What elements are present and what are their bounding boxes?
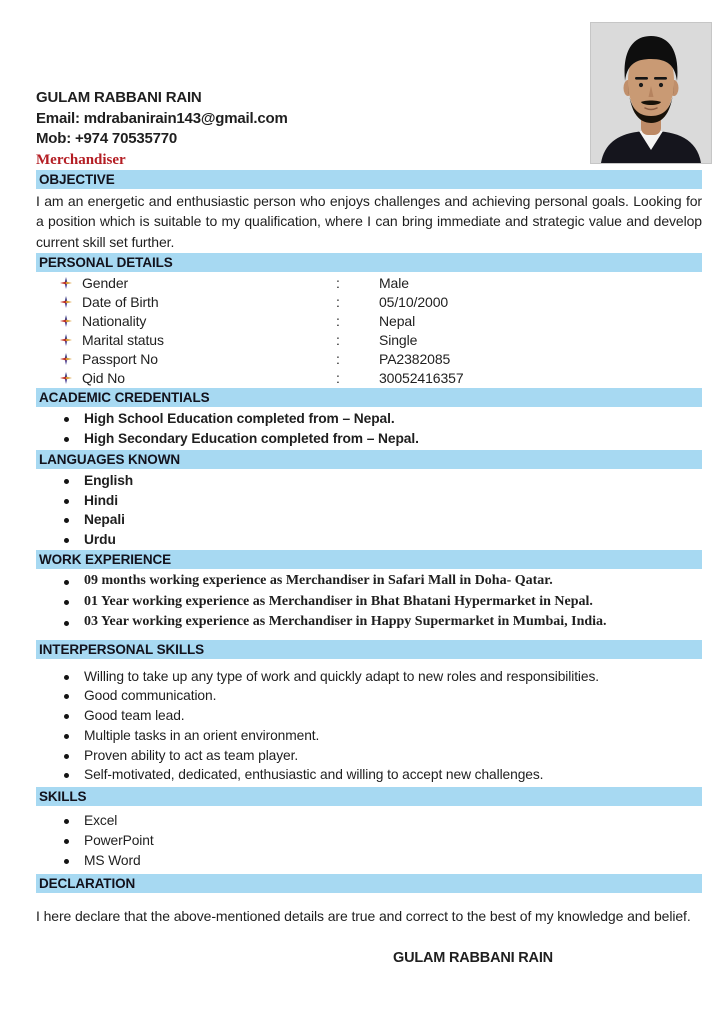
list-item-text: English bbox=[84, 473, 134, 489]
list-item bbox=[36, 471, 702, 491]
dot-bullet-icon bbox=[64, 714, 69, 719]
dot-bullet-icon bbox=[64, 819, 69, 824]
star-bullet-icon bbox=[60, 276, 73, 289]
star-bullet-icon bbox=[60, 352, 73, 365]
section-header-interpersonal-skills: INTERPERSONAL SKILLS bbox=[36, 640, 702, 659]
list-item-text: High School Education completed from – Nepal. bbox=[84, 411, 395, 427]
list-item-text: Proven ability to act as team player. bbox=[84, 747, 299, 763]
detail-colon: : bbox=[336, 274, 340, 291]
personal-detail-row bbox=[36, 273, 702, 292]
list-item bbox=[36, 765, 702, 785]
list-item-text: 03 Year working experience as Merchandiser in Happy Supermarket in Mumbai, India. bbox=[84, 614, 607, 630]
detail-value: PA2382085 bbox=[379, 350, 451, 367]
personal-detail-row bbox=[36, 292, 702, 311]
job-title: Merchandiser bbox=[36, 151, 126, 168]
objective-text: I am an energetic and enthusiastic person who enjoys challenges and achieving personal goals. Looking for a position which is suitable to my qualification, where I can bring immediate and strategic value and develop current skill set further. bbox=[36, 193, 702, 250]
dot-bullet-icon bbox=[64, 694, 69, 699]
interpersonal-skills-list bbox=[36, 667, 702, 785]
list-item bbox=[36, 831, 702, 851]
dot-bullet-icon bbox=[64, 417, 69, 422]
personal-detail-row bbox=[36, 330, 702, 349]
languages-list bbox=[36, 471, 702, 549]
star-bullet-icon bbox=[60, 371, 73, 384]
dot-bullet-icon bbox=[64, 621, 69, 626]
list-item bbox=[36, 592, 702, 613]
declaration-text: I here declare that the above-mentioned details are true and correct to the best of my knowledge and belief. bbox=[36, 907, 691, 924]
detail-label: Qid No bbox=[82, 369, 125, 386]
list-item bbox=[36, 811, 702, 831]
dot-bullet-icon bbox=[64, 773, 69, 778]
list-item-text: Good team lead. bbox=[84, 708, 185, 724]
star-bullet-icon bbox=[60, 295, 73, 308]
dot-bullet-icon bbox=[64, 437, 69, 442]
list-item-text: Hindi bbox=[84, 492, 118, 508]
list-item bbox=[36, 409, 702, 429]
dot-bullet-icon bbox=[64, 859, 69, 864]
list-item-text: MS Word bbox=[84, 852, 141, 868]
dot-bullet-icon bbox=[64, 675, 69, 680]
detail-label: Nationality bbox=[82, 312, 147, 329]
work-experience-list bbox=[36, 571, 702, 633]
section-header-academic-credentials: ACADEMIC CREDENTIALS bbox=[36, 388, 702, 407]
list-item bbox=[36, 746, 702, 766]
list-item-text: Urdu bbox=[84, 531, 116, 547]
list-item-text: Nepali bbox=[84, 512, 125, 528]
list-item bbox=[36, 851, 702, 871]
section-header-skills: SKILLS bbox=[36, 787, 702, 806]
detail-label: Gender bbox=[82, 274, 129, 291]
list-item bbox=[36, 571, 702, 592]
section-header-objective: OBJECTIVE bbox=[36, 170, 702, 189]
personal-detail-row bbox=[36, 349, 702, 368]
list-item bbox=[36, 510, 702, 530]
detail-value: Single bbox=[379, 331, 418, 348]
list-item bbox=[36, 706, 702, 726]
section-header-declaration: DECLARATION bbox=[36, 874, 702, 893]
skills-list bbox=[36, 811, 702, 871]
detail-value: Nepal bbox=[379, 312, 416, 329]
list-item bbox=[36, 726, 702, 746]
list-item-text: Multiple tasks in an orient environment. bbox=[84, 727, 320, 743]
list-item-text: High Secondary Education completed from – Nepal. bbox=[84, 431, 419, 447]
portrait-photo-illustration bbox=[591, 23, 711, 163]
email-line: Email: mdrabanirain143@gmail.com bbox=[36, 109, 288, 127]
dot-bullet-icon bbox=[64, 754, 69, 759]
list-item bbox=[36, 491, 702, 511]
list-item bbox=[36, 612, 702, 633]
list-item bbox=[36, 429, 702, 449]
dot-bullet-icon bbox=[64, 839, 69, 844]
section-header-work-experience: WORK EXPERIENCE bbox=[36, 550, 702, 569]
detail-colon: : bbox=[336, 331, 340, 348]
detail-label: Date of Birth bbox=[82, 293, 159, 310]
list-item-text: PowerPoint bbox=[84, 832, 154, 848]
list-item bbox=[36, 686, 702, 706]
detail-value: 30052416357 bbox=[379, 369, 464, 386]
personal-details-list bbox=[36, 272, 702, 388]
detail-colon: : bbox=[336, 350, 340, 367]
list-item-text: 01 Year working experience as Merchandiser in Bhat Bhatani Hypermarket in Nepal. bbox=[84, 593, 593, 609]
dot-bullet-icon bbox=[64, 499, 69, 504]
dot-bullet-icon bbox=[64, 538, 69, 543]
star-bullet-icon bbox=[60, 314, 73, 327]
section-header-personal-details: PERSONAL DETAILS bbox=[36, 253, 702, 272]
signature-name: GULAM RABBANI RAIN bbox=[393, 949, 553, 966]
dot-bullet-icon bbox=[64, 518, 69, 523]
list-item bbox=[36, 667, 702, 687]
list-item bbox=[36, 530, 702, 550]
portrait-photo bbox=[590, 22, 712, 164]
detail-label: Passport No bbox=[82, 350, 158, 367]
section-header-languages-known: LANGUAGES KNOWN bbox=[36, 450, 702, 469]
dot-bullet-icon bbox=[64, 580, 69, 585]
personal-detail-row bbox=[36, 368, 702, 387]
list-item-text: 09 months working experience as Merchandiser in Safari Mall in Doha- Qatar. bbox=[84, 573, 553, 589]
list-item-text: Self-motivated, dedicated, enthusiastic and willing to accept new challenges. bbox=[84, 767, 544, 783]
detail-value: 05/10/2000 bbox=[379, 293, 449, 310]
detail-colon: : bbox=[336, 312, 340, 329]
detail-label: Marital status bbox=[82, 331, 164, 348]
dot-bullet-icon bbox=[64, 479, 69, 484]
list-item-text: Willing to take up any type of work and quickly adapt to new roles and responsibilities. bbox=[84, 668, 599, 684]
dot-bullet-icon bbox=[64, 734, 69, 739]
academic-credentials-list bbox=[36, 409, 702, 449]
dot-bullet-icon bbox=[64, 600, 69, 605]
candidate-name: GULAM RABBANI RAIN bbox=[36, 89, 202, 106]
star-bullet-icon bbox=[60, 333, 73, 346]
list-item-text: Good communication. bbox=[84, 688, 217, 704]
detail-value: Male bbox=[379, 274, 409, 291]
mobile-line: Mob: +974 70535770 bbox=[36, 130, 178, 147]
personal-detail-row bbox=[36, 311, 702, 330]
list-item-text: Excel bbox=[84, 812, 118, 828]
detail-colon: : bbox=[336, 369, 340, 386]
detail-colon: : bbox=[336, 293, 340, 310]
